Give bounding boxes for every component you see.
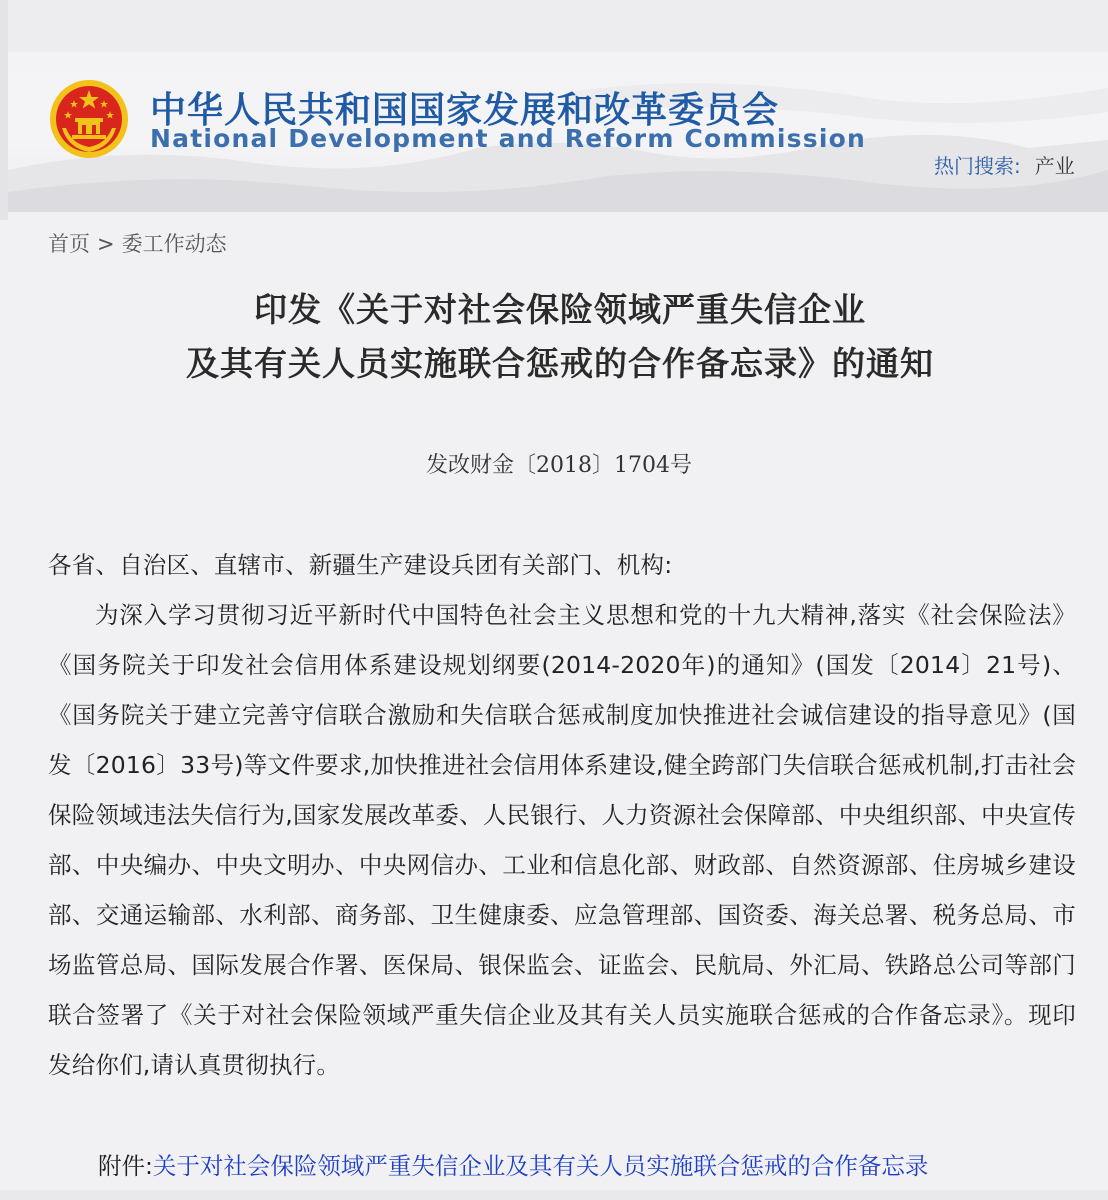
national-emblem-icon bbox=[48, 78, 130, 160]
breadcrumb bbox=[48, 228, 227, 258]
hot-search bbox=[934, 150, 1075, 179]
article-title-line-1: 印发《关于对社会保险领域严重失信企业 bbox=[254, 290, 866, 329]
hot-search-item[interactable]: 产业 bbox=[1034, 154, 1075, 178]
site-title-chinese: 中华人民共和国国家发展和改革委员会 bbox=[150, 90, 780, 131]
left-edge bbox=[0, 0, 8, 220]
article-body bbox=[48, 540, 1076, 1090]
breadcrumb-home-link[interactable]: 首页 bbox=[48, 232, 90, 256]
document-number: 发改财金〔2018〕1704号 bbox=[426, 453, 692, 478]
hot-search-label: 热门搜索: bbox=[934, 154, 1021, 178]
attachment-label: 附件: bbox=[98, 1152, 153, 1180]
top-strip bbox=[0, 0, 1108, 52]
attachment bbox=[98, 1144, 928, 1188]
attachment-link[interactable]: 关于对社会保险领域严重失信企业及其有关人员实施联合惩戒的合作备忘录 bbox=[152, 1152, 929, 1180]
bottom-strip bbox=[0, 1190, 1108, 1200]
site-header bbox=[8, 52, 1108, 212]
breadcrumb-section-link[interactable]: 委工作动态 bbox=[121, 232, 227, 256]
site-title-english: National Development and Reform Commission bbox=[150, 124, 866, 153]
article-title-line-2: 及其有关人员实施联合惩戒的合作备忘录》的通知 bbox=[186, 344, 934, 383]
body-paragraph: 为深入学习贯彻习近平新时代中国特色社会主义思想和党的十九大精神,落实《社会保险法》《国务院关于印发社会信用体系建设规划纲要(2014-2020年)的通知》(国发〔2014〕21号)、《国务院关于建立完善守信联合激励和失信联合惩戒制度加快推进社会诚信建设的指导意见》(国发〔2016〕33号)等文件要求,加快推进社会信用体系建设,健全跨部门失信联合惩戒机制,打击社会保险领域违法失信行为,国家发展改革委、人民银行、人力资源社会保障部、中央组织部、中央宣传部、中央编办、中央文明办、中央网信办、工业和信息化部、财政部、自然资源部、住房城乡建设部、交通运输部、水利部、商务部、卫生健康委、应急管理部、国资委、海关总署、税务总局、市场监管总局、国际发展合作署、医保局、银保监会、证监会、民航局、外汇局、铁路总公司等部门联合签署了《关于对社会保险领域严重失信企业及其有关人员实施联合惩戒的合作备忘录》。现印发给你们,请认真贯彻执行。 bbox=[48, 601, 1076, 1079]
breadcrumb-separator: > bbox=[97, 232, 115, 256]
article-title bbox=[60, 283, 1060, 391]
salutation: 各省、自治区、直辖市、新疆生产建设兵团有关部门、机构: bbox=[48, 551, 673, 579]
